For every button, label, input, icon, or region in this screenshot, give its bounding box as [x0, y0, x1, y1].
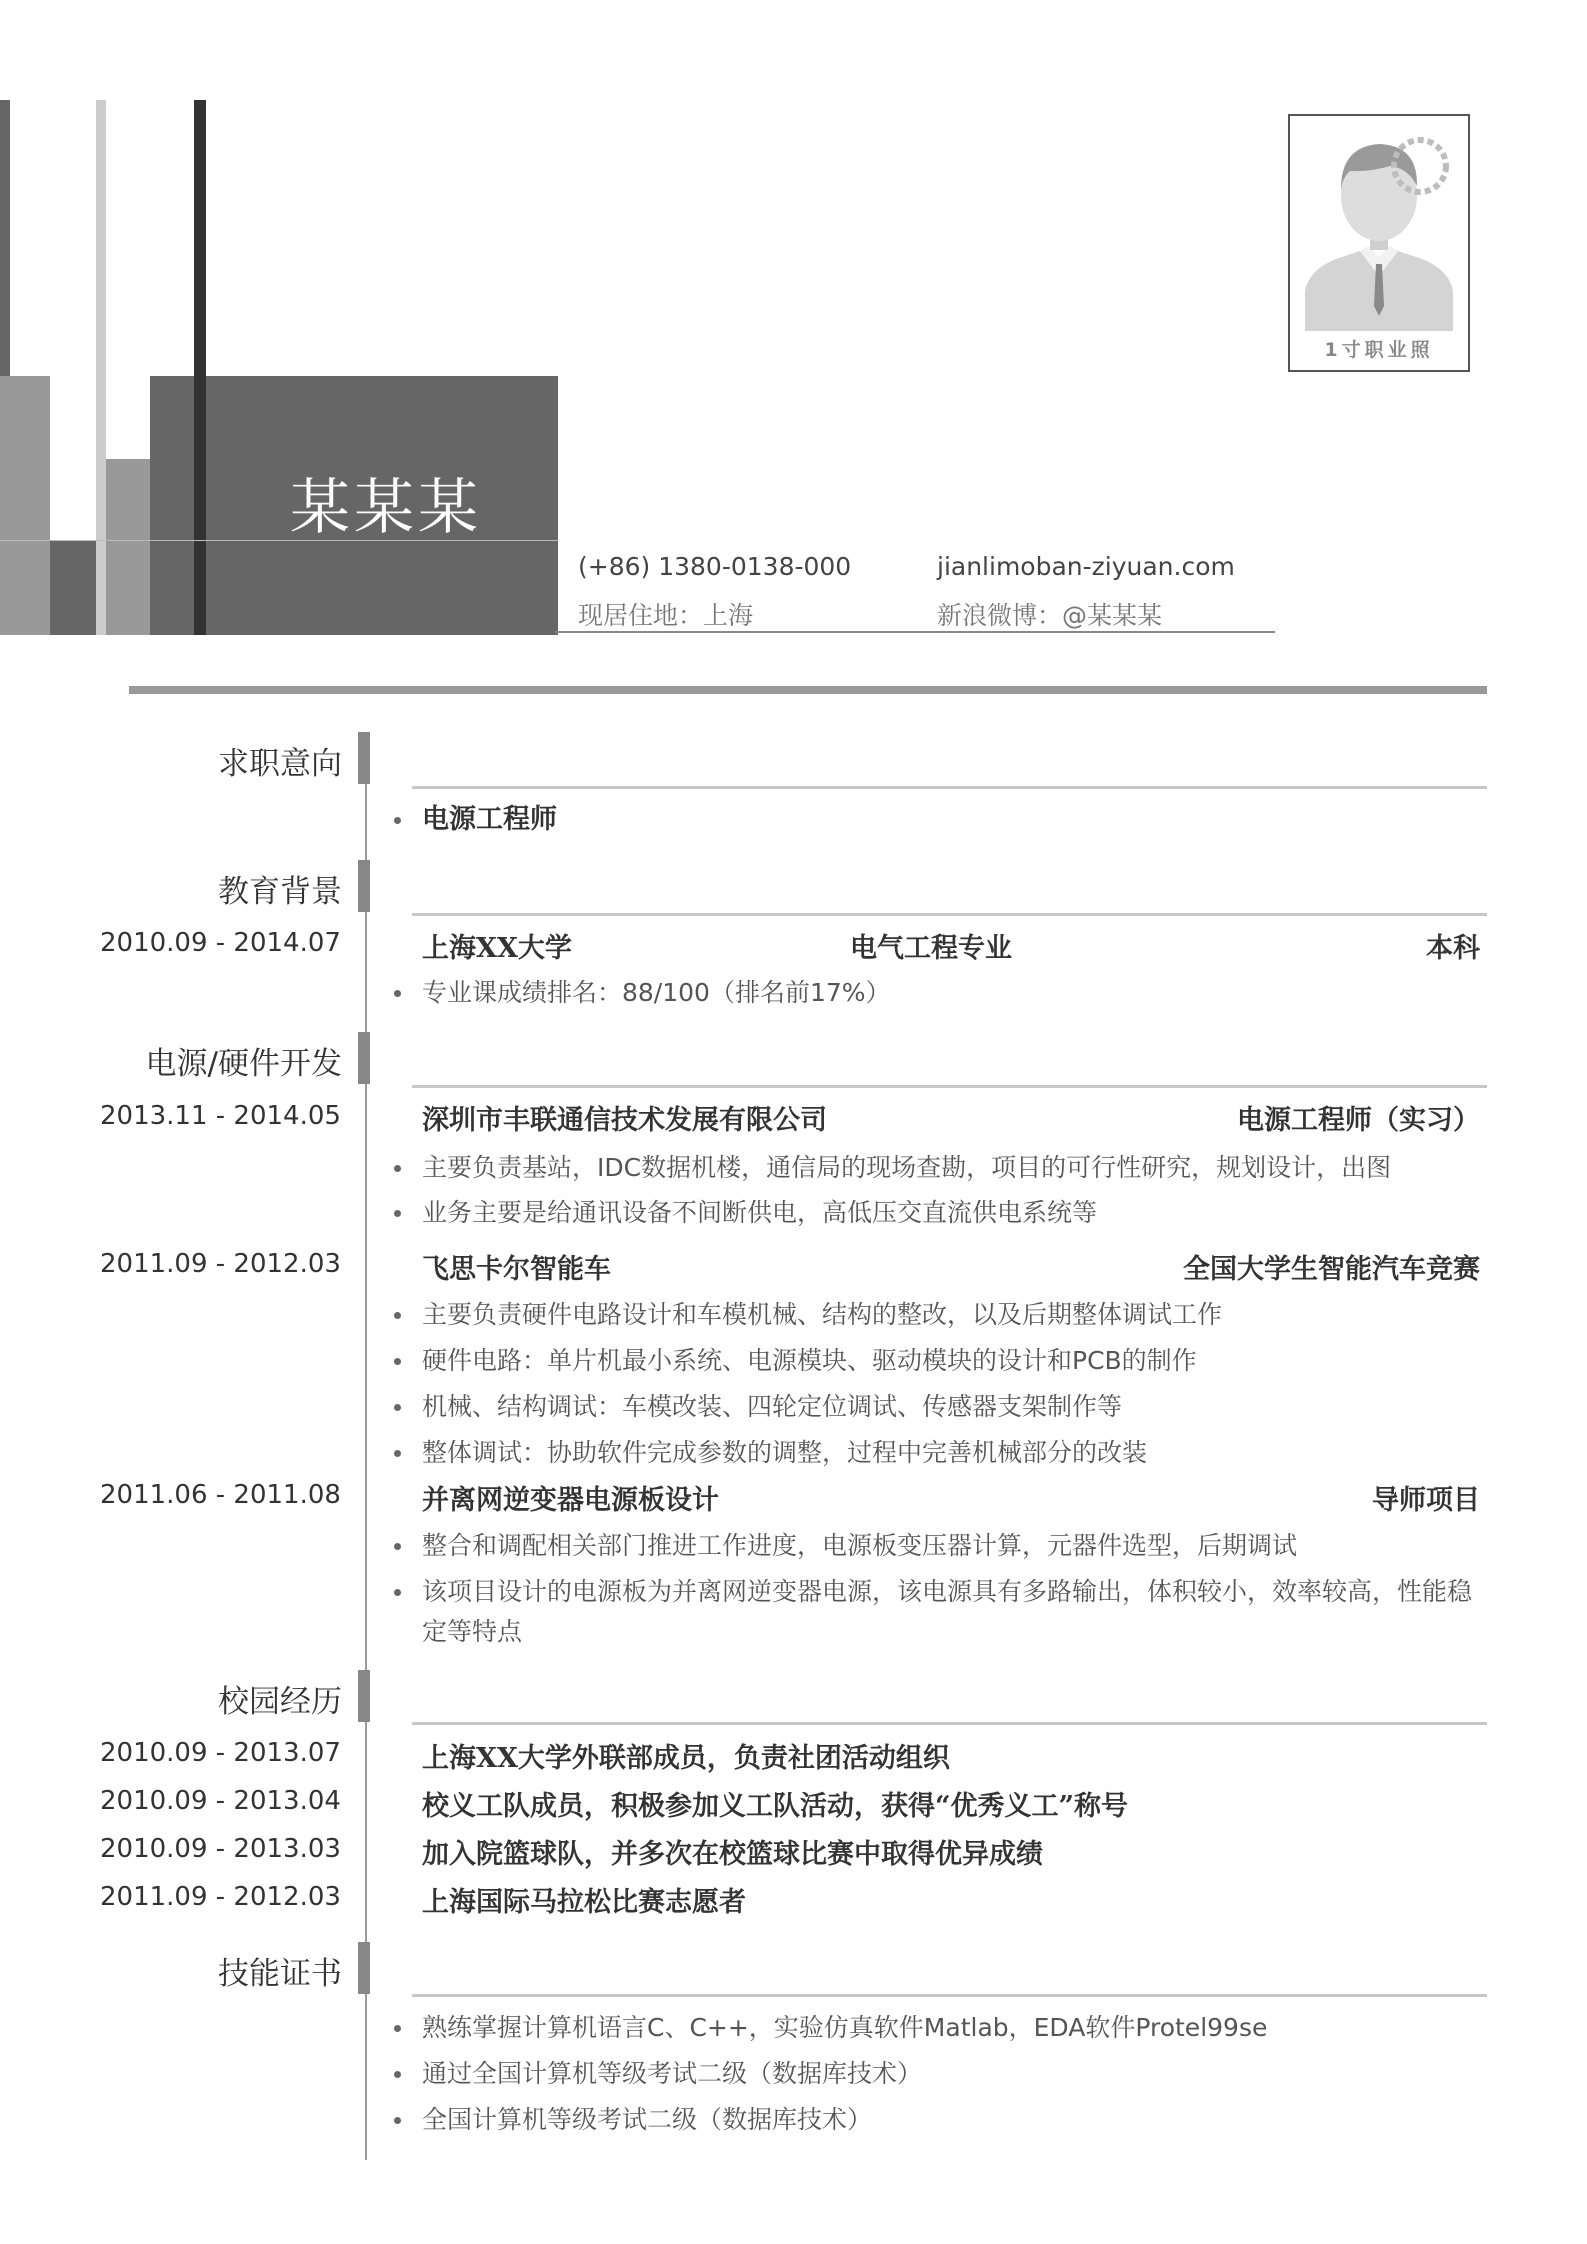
- section-marker: [358, 1670, 370, 1722]
- campus-date: 2010.09 - 2013.03: [100, 1834, 341, 1864]
- experience-date: 2013.11 - 2014.05: [100, 1101, 341, 1131]
- organization: 飞思卡尔智能车: [422, 1254, 611, 1285]
- major: 电气工程专业: [850, 933, 1012, 964]
- role: 全国大学生智能汽车竞赛: [1183, 1254, 1480, 1285]
- weibo: 新浪微博：@某某某: [937, 601, 1163, 630]
- bullet-icon: [394, 1312, 401, 1319]
- experience-row: [422, 1478, 1480, 1517]
- contact-divider: [555, 631, 1275, 633]
- role: 导师项目: [1372, 1485, 1480, 1516]
- bullet-icon: [394, 817, 401, 824]
- campus-item: 校义工队成员，积极参加义工队活动，获得“优秀义工”称号: [422, 1791, 1129, 1822]
- bullet-icon: [394, 1358, 401, 1365]
- school-name: 上海XX大学: [422, 933, 572, 964]
- phone-number: (+86) 1380-0138-000: [578, 552, 852, 581]
- header-divider: [129, 686, 1487, 694]
- organization: 并离网逆变器电源板设计: [422, 1485, 719, 1516]
- bullet-icon: [394, 1589, 401, 1596]
- bullet-icon: [394, 2025, 401, 2032]
- bullet-icon: [394, 1404, 401, 1411]
- experience-date: 2011.09 - 2012.03: [100, 1249, 341, 1279]
- person-silhouette-icon: [1290, 116, 1468, 336]
- campus-date: 2010.09 - 2013.04: [100, 1786, 341, 1816]
- campus-item: 加入院篮球队，并多次在校篮球比赛中取得优异成绩: [422, 1839, 1043, 1870]
- candidate-name: 某某某: [290, 473, 482, 543]
- bullet-icon: [394, 1165, 401, 1172]
- degree: 本科: [1426, 933, 1480, 964]
- bullet-icon: [394, 1450, 401, 1457]
- section-marker: [358, 1032, 370, 1084]
- section-title: 校园经历: [218, 1684, 342, 1720]
- bullet-icon: [394, 2071, 401, 2078]
- campus-item: 上海XX大学外联部成员，负责社团活动组织: [422, 1743, 950, 1774]
- photo-placeholder: [1288, 114, 1470, 372]
- section-marker: [358, 1942, 370, 1994]
- deco-block: [106, 459, 150, 635]
- bullet-icon: [394, 990, 401, 997]
- section-title: 电源/硬件开发: [145, 1046, 342, 1082]
- section-rule: [412, 1994, 1487, 1997]
- bullet-icon: [394, 1543, 401, 1550]
- section-marker: [358, 732, 370, 784]
- deco-bar: [194, 100, 206, 635]
- role: 电源工程师（实习）: [1237, 1105, 1480, 1136]
- section-rule: [412, 1722, 1487, 1725]
- section-rule: [412, 786, 1487, 789]
- deco-block: [0, 376, 50, 635]
- section-rule: [412, 1085, 1487, 1088]
- section-title: 求职意向: [218, 746, 342, 782]
- campus-item: 上海国际马拉松比赛志愿者: [422, 1887, 746, 1918]
- education-row: [422, 926, 1480, 965]
- website[interactable]: jianlimoban-ziyuan.com: [937, 552, 1235, 581]
- deco-bar: [96, 100, 106, 635]
- section-marker: [358, 860, 370, 912]
- section-title: 教育背景: [218, 874, 342, 910]
- experience-date: 2011.06 - 2011.08: [100, 1480, 341, 1510]
- bullet-icon: [394, 2117, 401, 2124]
- campus-date: 2010.09 - 2013.07: [100, 1738, 341, 1768]
- bullet-icon: [394, 1210, 401, 1217]
- photo-caption: 1寸职业照: [1324, 339, 1434, 361]
- section-title: 技能证书: [218, 1956, 342, 1992]
- deco-block: [50, 540, 96, 635]
- campus-date: 2011.09 - 2012.03: [100, 1882, 341, 1912]
- deco-block: [150, 376, 194, 635]
- experience-row: [422, 1098, 1480, 1137]
- organization: 深圳市丰联通信技术发展有限公司: [422, 1105, 827, 1136]
- experience-row: [422, 1247, 1480, 1286]
- section-rule: [412, 913, 1487, 916]
- education-date: 2010.09 - 2014.07: [100, 928, 341, 958]
- location: 现居住地：上海: [578, 601, 754, 630]
